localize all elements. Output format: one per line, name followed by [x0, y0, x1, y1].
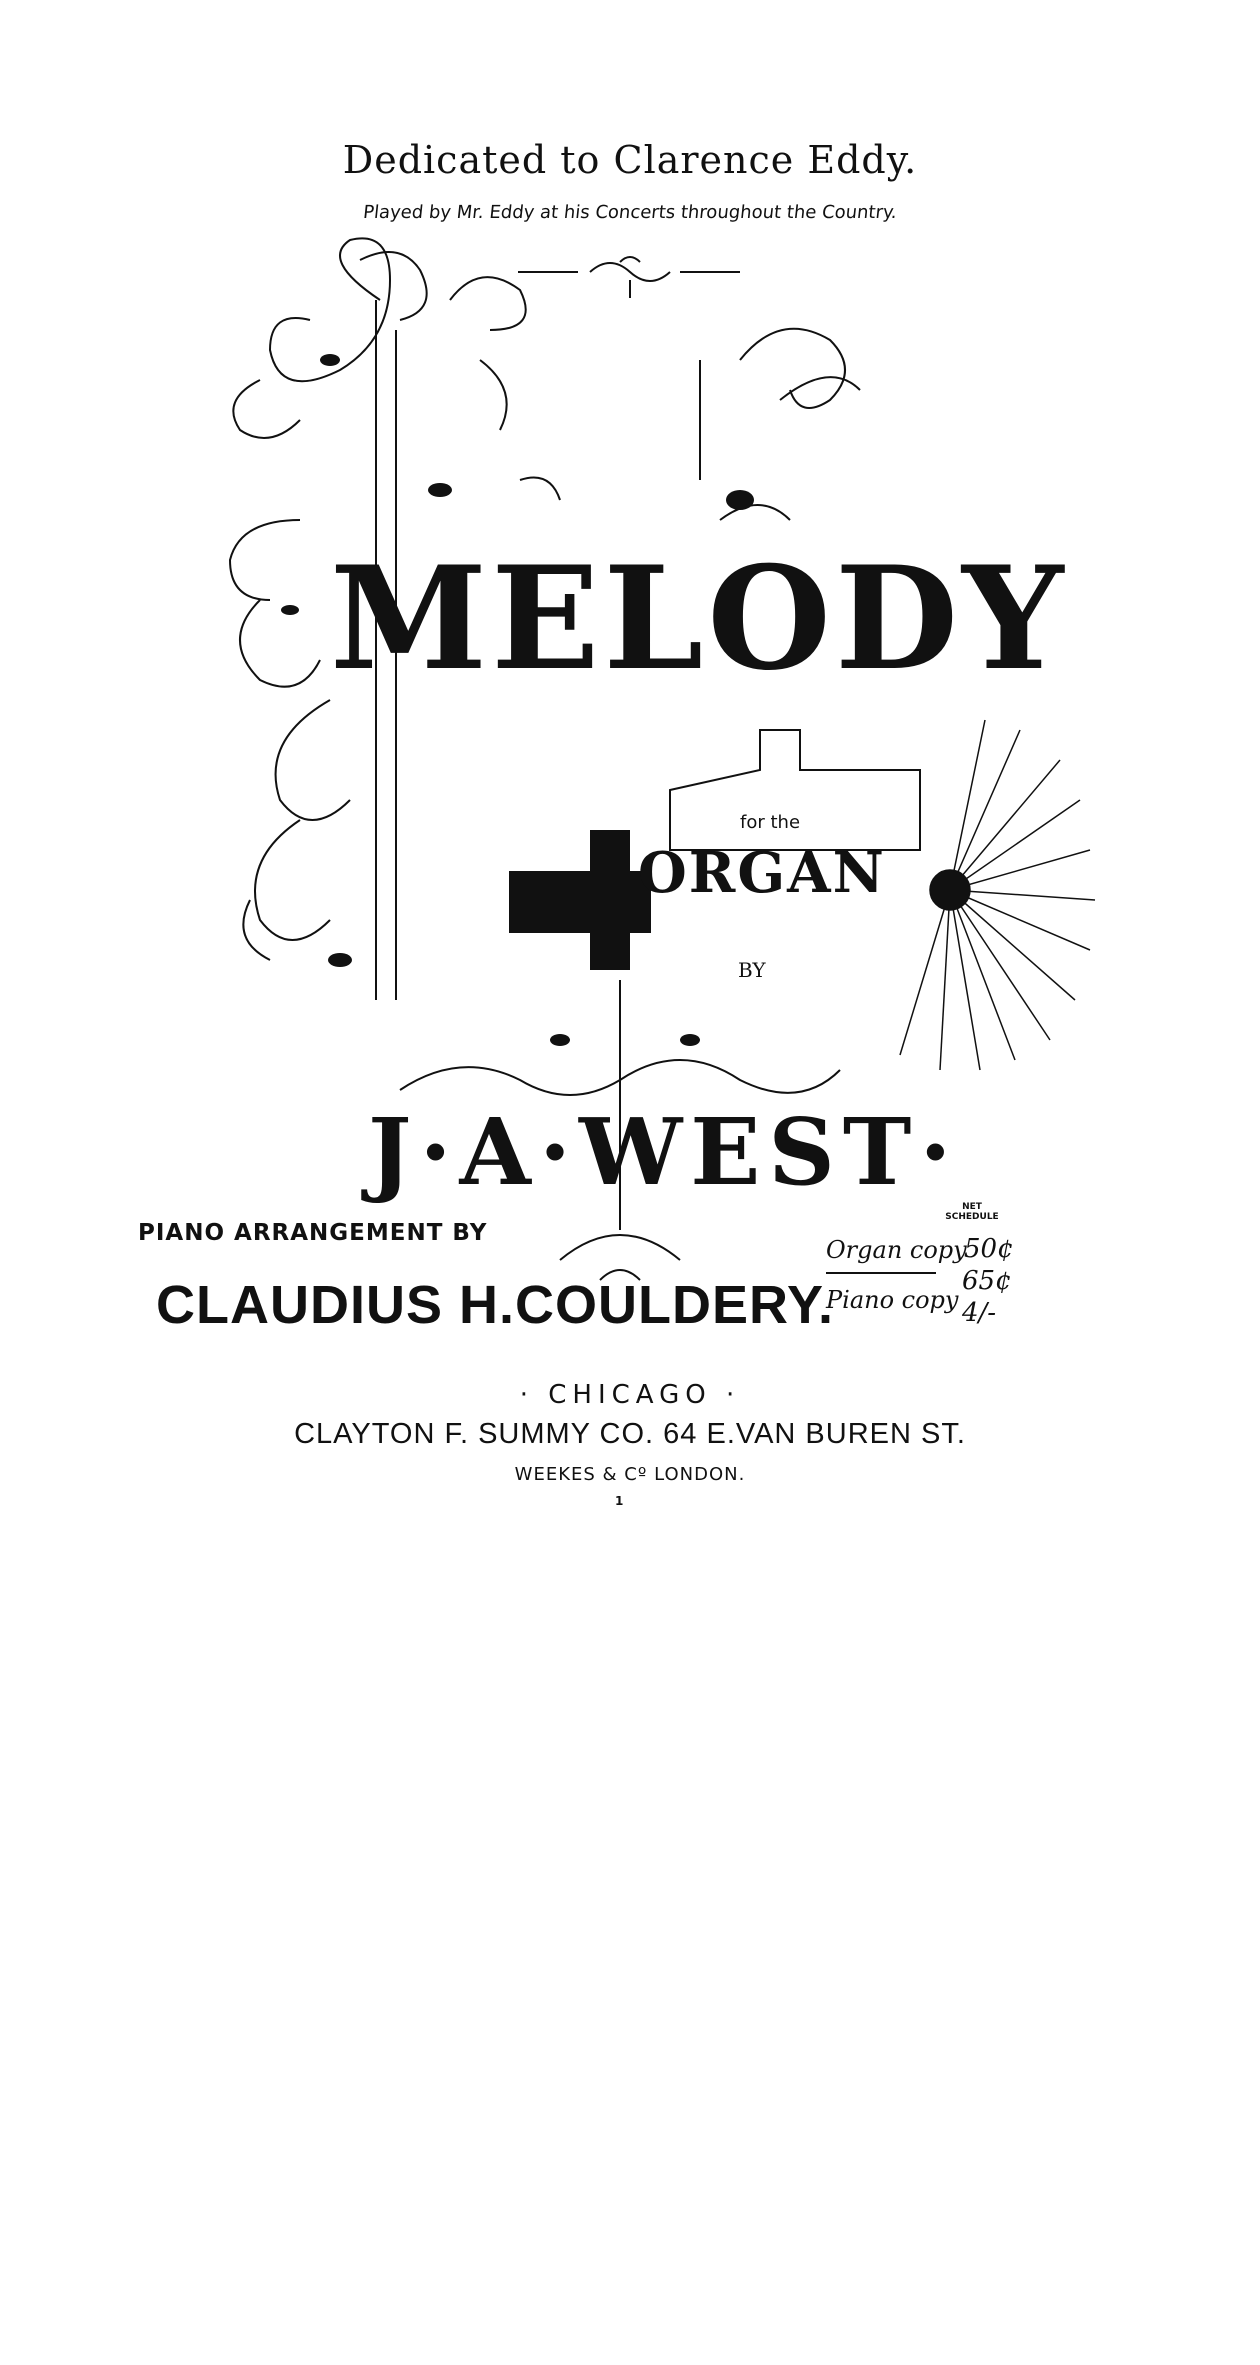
- organ-copy-label: Organ copy: [826, 1236, 967, 1264]
- piano-copy-price-gbp: 4/-: [962, 1298, 997, 1328]
- arranger-name: CLAUDIUS H.COULDERY.: [156, 1275, 835, 1335]
- title-melody: MELODY: [330, 536, 1068, 702]
- piano-arrangement-label: PIANO ARRANGEMENT BY: [138, 1220, 488, 1246]
- price-divider: [826, 1272, 936, 1274]
- publisher-line: CLAYTON F. SUMMY CO. 64 E.VAN BUREN ST.: [294, 1418, 966, 1450]
- piano-copy-price-usd: 65¢: [962, 1266, 1012, 1296]
- composer-name: J·A·WEST·: [368, 1098, 960, 1206]
- page-mark: 1: [615, 1494, 624, 1508]
- keystone-block-2: [590, 830, 630, 970]
- divider-flourish: [590, 257, 670, 298]
- played-by-line: Played by Mr. Eddy at his Concerts throughout the Country.: [362, 202, 898, 223]
- net-schedule-label: NET SCHEDULE: [945, 1202, 999, 1222]
- by-text: BY: [738, 958, 766, 982]
- dedication-line: Dedicated to Clarence Eddy.: [342, 138, 918, 182]
- organ-copy-price: 50¢: [964, 1234, 1014, 1264]
- london-agent-line: WEEKES & Cº LONDON.: [514, 1464, 746, 1485]
- piano-copy-label: Piano copy: [826, 1286, 959, 1314]
- for-the-text: for the: [740, 812, 801, 833]
- instrument-organ: ORGAN: [638, 840, 886, 906]
- city-line: · CHICAGO ·: [519, 1380, 741, 1410]
- sunburst-rays: [900, 720, 1095, 1070]
- right-scrollwork: [700, 329, 860, 520]
